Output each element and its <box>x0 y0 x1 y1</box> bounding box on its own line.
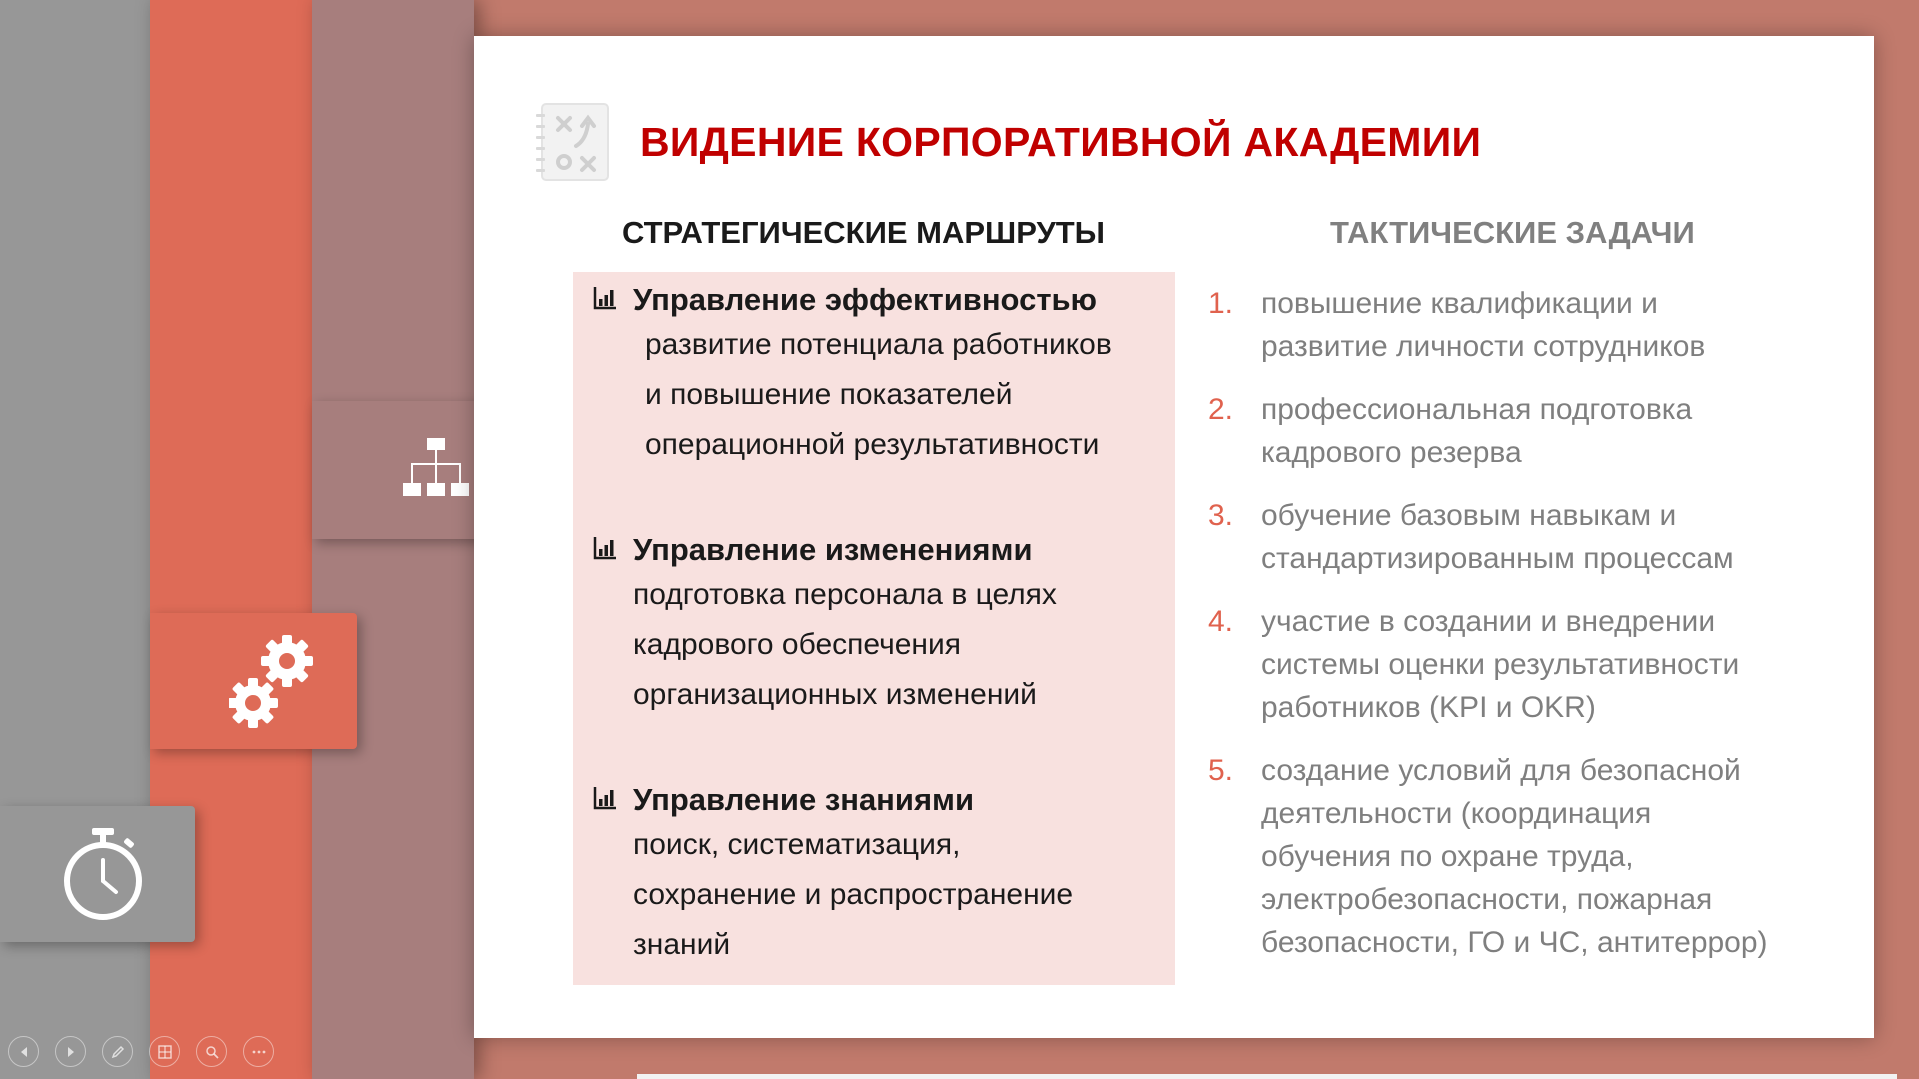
slide-title: ВИДЕНИЕ КОРПОРАТИВНОЙ АКАДЕМИИ <box>640 118 1482 165</box>
task-number: 4. <box>1208 605 1234 638</box>
gears-icon <box>229 633 319 729</box>
task-text: обучение базовым навыкам и стандартизированным процессам <box>1261 499 1734 575</box>
next-slide-button[interactable] <box>55 1036 86 1067</box>
title-row <box>536 102 1481 182</box>
arrow-left-icon <box>19 1046 29 1058</box>
tactical-tasks-header: ТАКТИЧЕСКИЕ ЗАДАЧИ <box>1330 215 1695 250</box>
side-strip-mauve <box>312 0 474 1079</box>
next-slide-edge <box>637 1074 1897 1079</box>
zoom-button[interactable] <box>196 1036 227 1067</box>
slide-view-button[interactable] <box>149 1036 180 1067</box>
route-knowledge <box>593 780 1073 970</box>
task-text: повышение квалификации и развитие личности сотрудников <box>1261 287 1706 363</box>
route-description: развитие потенциала работников и повышение показателей операционной результативности <box>645 328 1112 461</box>
task-item <box>1208 494 1848 580</box>
task-text: создание условий для безопасной деятельности (координация обучения по охране труда, электробезопасности, пожарная безопасности, ГО и ЧС, антитеррор) <box>1261 754 1768 959</box>
task-item <box>1208 388 1848 474</box>
task-item <box>1208 282 1848 368</box>
task-number: 1. <box>1208 287 1234 320</box>
route-name: Управление изменениями <box>633 532 1033 567</box>
task-text: профессиональная подготовка кадрового резерва <box>1261 393 1693 469</box>
task-text: участие в создании и внедрении системы оценки результативности работников (KPI и OKR) <box>1261 605 1740 724</box>
stopwatch-icon <box>62 826 144 922</box>
bar-chart-icon <box>593 536 617 560</box>
pen-button[interactable] <box>102 1036 133 1067</box>
route-description: подготовка персонала в целях кадрового обеспечения организационных изменений <box>633 578 1057 711</box>
arrow-right-icon <box>66 1046 76 1058</box>
task-item <box>1208 600 1848 729</box>
hierarchy-icon <box>403 436 469 504</box>
slideshow-controls <box>8 1036 290 1067</box>
route-changes <box>593 530 1057 720</box>
route-name: Управление эффективностью <box>633 282 1098 317</box>
magnifier-icon <box>205 1045 219 1059</box>
gears-tab <box>150 613 357 749</box>
route-name: Управление знаниями <box>633 782 975 817</box>
stopwatch-tab <box>0 806 195 942</box>
bar-chart-icon <box>593 786 617 810</box>
strategic-routes-box <box>573 272 1175 985</box>
bar-chart-icon <box>593 286 617 310</box>
pen-icon <box>111 1045 125 1059</box>
more-options-button[interactable] <box>243 1036 274 1067</box>
slides-grid-icon <box>158 1045 172 1059</box>
task-number: 2. <box>1208 393 1234 426</box>
slide <box>474 36 1874 1038</box>
strategic-routes-header: СТРАТЕГИЧЕСКИЕ МАРШРУТЫ <box>622 215 1106 250</box>
route-performance <box>593 280 1112 470</box>
route-description: поиск, систематизация, сохранение и распространение знаний <box>633 828 1074 961</box>
task-number: 5. <box>1208 754 1234 787</box>
task-item <box>1208 749 1848 964</box>
tactical-tasks-list <box>1208 282 1848 984</box>
task-number: 3. <box>1208 499 1234 532</box>
previous-slide-button[interactable] <box>8 1036 39 1067</box>
ellipsis-icon <box>252 1050 266 1054</box>
strategy-icon <box>536 102 612 182</box>
